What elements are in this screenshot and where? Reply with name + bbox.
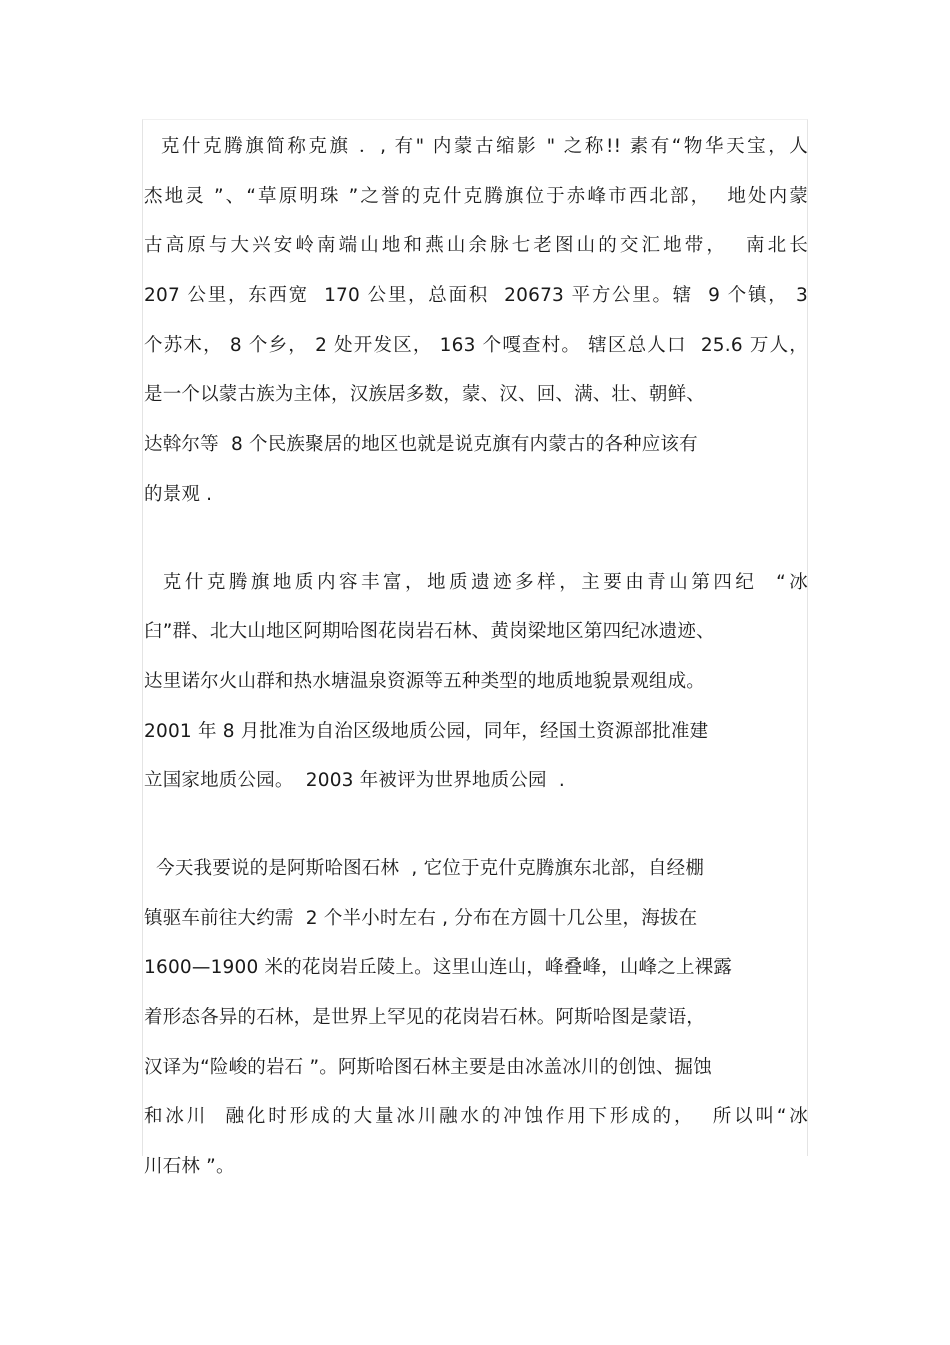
text-line: 2001 年 8 月批准为自治区级地质公园，同年，经国土资源部批准建	[144, 720, 709, 742]
text-line: 个苏木， 8 个乡， 2 处开发区， 163 个嘎查村。 辖区总人口 25.6 万人，	[144, 334, 808, 356]
text-line: 臼”群、北大山地区阿期哈图花岗岩石林、黄岗梁地区第四纪冰遗迹、	[144, 621, 715, 643]
text-line: 着形态各异的石林，是世界上罕见的花岗岩石林。阿斯哈图是蒙语，	[144, 1007, 706, 1028]
text-line: 古高原与大兴安岭南端山地和燕山余脉七老图山的交汇地带， 南北长	[144, 235, 808, 257]
text-line: 立国家地质公园。 2003 年被评为世界地质公园 .	[144, 770, 565, 792]
paragraph-3	[144, 844, 808, 1192]
text-line: 克什克腾旗地质内容丰富，地质遗迹多样，主要由青山第四纪 “冰	[144, 571, 808, 593]
text-line: 达斡尔等 8 个民族聚居的地区也就是说克旗有内蒙古的各种应该有	[144, 434, 698, 456]
paragraph-2	[144, 558, 808, 806]
text-line: 1600—1900 米的花岗岩丘陵上。这里山连山，峰叠峰，山峰之上裸露	[144, 957, 733, 979]
paragraph-1	[144, 122, 808, 520]
text-line: 杰地灵 ”、“草原明珠 ”之誉的克什克腾旗位于赤峰市西北部， 地处内蒙	[144, 185, 808, 207]
text-line: 和冰川 融化时形成的大量冰川融水的冲蚀作用下形成的， 所以叫“冰	[144, 1106, 808, 1128]
text-line: 镇驱车前往大约需 2 个半小时左右 , 分布在方圆十几公里，海拔在	[144, 907, 698, 929]
text-line: 今天我要说的是阿斯哈图石林 , 它位于克什克腾旗东北部，自经棚	[144, 857, 705, 879]
text-line: 川石林 ”。	[144, 1156, 235, 1178]
text-line: 汉译为“险峻的岩石 ”。阿斯哈图石林主要是由冰盖冰川的创蚀、掘蚀	[144, 1056, 712, 1078]
text-line: 达里诺尔火山群和热水塘温泉资源等五种类型的地质地貌景观组成。	[144, 670, 706, 692]
text-line: 是一个以蒙古族为主体，汉族居多数，蒙、汉、回、满、壮、朝鲜、	[144, 384, 706, 406]
text-line: 克什克腾旗简称克旗 ．, 有" 内蒙古缩影 " 之称!! 素有“物华天宝，人	[144, 136, 808, 157]
text-line: 的景观 .	[144, 483, 213, 505]
document-body	[144, 122, 808, 1230]
text-line: 207 公里，东西宽 170 公里，总面积 20673 平方公里。辖 9 个镇， 3	[144, 285, 808, 307]
